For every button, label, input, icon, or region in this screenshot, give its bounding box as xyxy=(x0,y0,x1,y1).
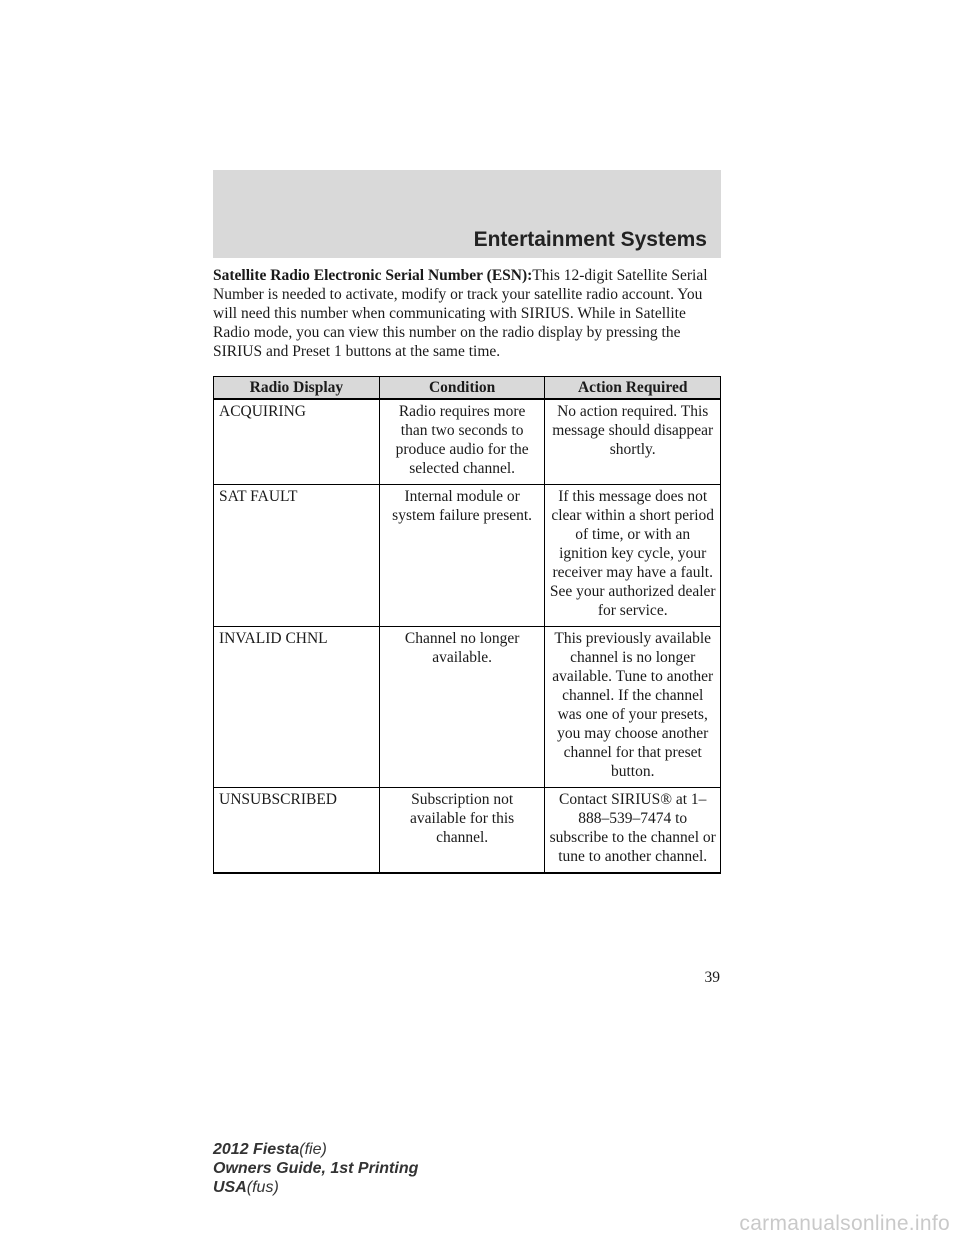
table-row xyxy=(214,399,721,485)
cell-display: INVALID CHNL xyxy=(214,627,380,788)
cell-display: SAT FAULT xyxy=(214,485,380,627)
footer-model-code: (fie) xyxy=(299,1141,327,1158)
section-title: Entertainment Systems xyxy=(473,228,707,251)
watermark[interactable]: carmanualsonline.info xyxy=(739,1212,950,1235)
footer-region-line xyxy=(213,1178,418,1197)
footer-guide: Owners Guide, 1st Printing xyxy=(213,1160,419,1177)
table-row xyxy=(214,485,721,627)
footer-region-code: (fus) xyxy=(246,1179,279,1196)
page-number: 39 xyxy=(704,969,720,986)
cell-action: No action required. This message should disappear shortly. xyxy=(545,399,721,485)
table-row xyxy=(214,788,721,874)
header-action-required: Action Required xyxy=(545,377,721,400)
cell-condition: Subscription not available for this channel. xyxy=(379,788,545,874)
footer-region: USA xyxy=(213,1179,247,1196)
cell-action: This previously available channel is no longer available. Tune to another channel. If the channel was one of your presets, you may choose another channel for that preset button. xyxy=(545,627,721,788)
cell-display: UNSUBSCRIBED xyxy=(214,788,380,874)
cell-condition: Internal module or system failure present. xyxy=(379,485,545,627)
intro-body: This 12-digit Satellite Serial Number is needed to activate, modify or track your satellite radio account. You will need this number when communicating with SIRIUS. While in Satellite Radio mode, you can view this number on the radio display by pressing the SIRIUS and Preset 1 buttons at the same time. xyxy=(213,267,708,360)
header-radio-display: Radio Display xyxy=(214,377,380,400)
footer-model-line xyxy=(213,1140,418,1159)
header-condition: Condition xyxy=(379,377,545,400)
radio-display-table xyxy=(213,376,721,874)
cell-condition: Radio requires more than two seconds to produce audio for the selected channel. xyxy=(379,399,545,485)
table-row xyxy=(214,627,721,788)
header-band xyxy=(213,170,721,258)
footer-model: 2012 Fiesta xyxy=(213,1141,300,1158)
table-header-row xyxy=(214,377,721,400)
footer xyxy=(213,1140,418,1197)
intro-paragraph xyxy=(213,266,721,361)
intro-lead: Satellite Radio Electronic Serial Number (ESN): xyxy=(213,267,533,284)
cell-action: If this message does not clear within a short period of time, or with an ignition key cycle, your receiver may have a fault. See your authorized dealer for service. xyxy=(545,485,721,627)
cell-action: Contact SIRIUS® at 1–888–539–7474 to subscribe to the channel or tune to another channel. xyxy=(545,788,721,874)
cell-condition: Channel no longer available. xyxy=(379,627,545,788)
cell-display: ACQUIRING xyxy=(214,399,380,485)
